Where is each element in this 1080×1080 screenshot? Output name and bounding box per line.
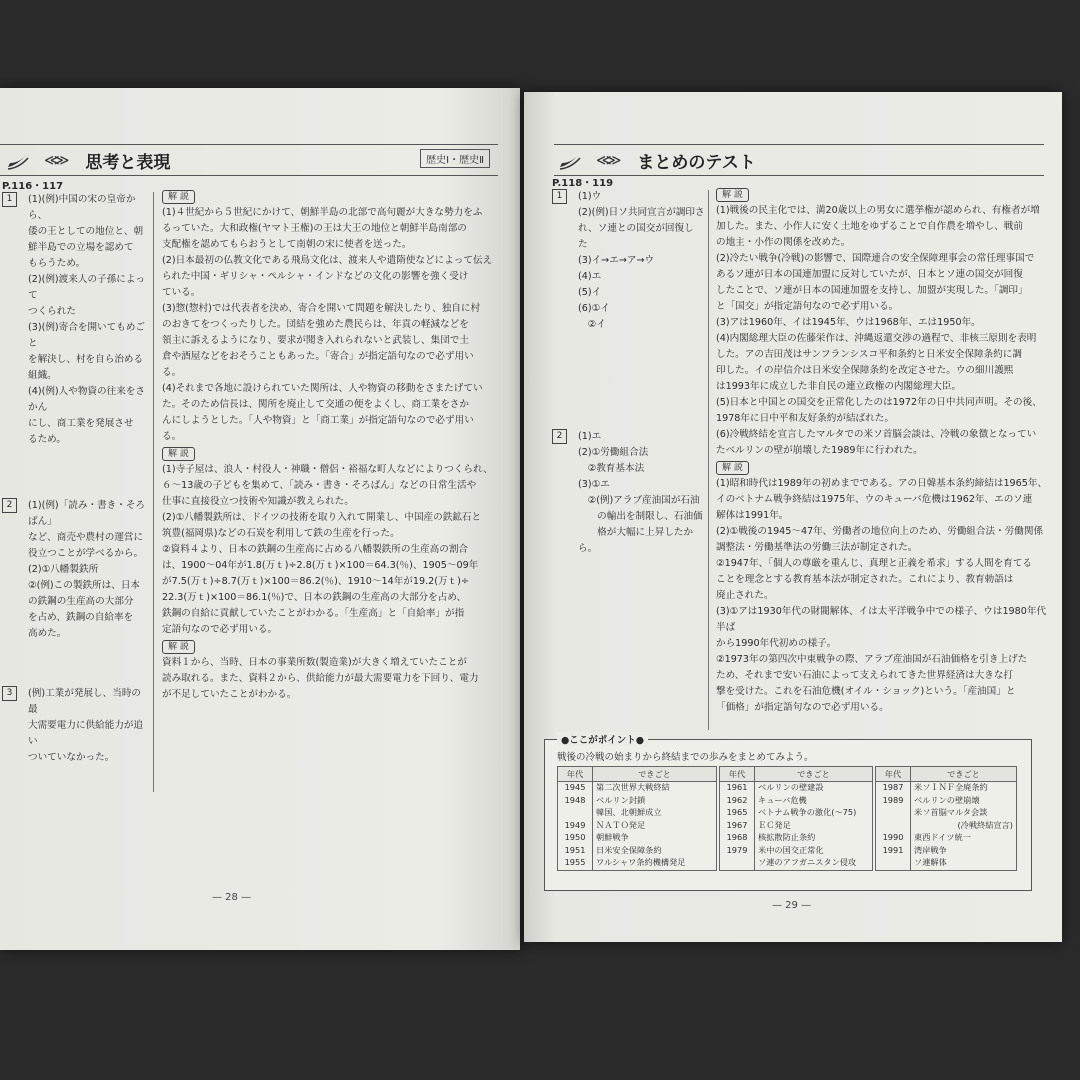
year-cell: 1991 (876, 845, 911, 858)
event-cell: 東西ドイツ統一 (911, 832, 1017, 845)
answer-item (2, 686, 150, 766)
year-cell: 1987 (876, 782, 911, 795)
answer-group-1 (552, 189, 706, 333)
double-chevron-icon: ≪≫ (44, 151, 64, 169)
answer-item (2, 498, 150, 642)
event-cell: ＮＡＴＯ発足 (593, 820, 717, 833)
answer-item (2, 192, 150, 272)
left-answer-column (2, 192, 150, 766)
answer-text: (1)(例)中国の宋の皇帝から、 倭の王としての地位と、朝 鮮半島での立場を認めて もらうため。 (28, 194, 144, 269)
kaisetsu-label: 解 説 (162, 640, 195, 654)
year-cell: 1955 (558, 857, 593, 870)
year-cell: 1949 (558, 820, 593, 833)
column-divider (153, 192, 154, 792)
table-row (876, 832, 1017, 845)
event-cell: 米ソＩＮＦ全廃条約 (911, 782, 1017, 795)
event-cell: 日米安全保障条約 (593, 845, 717, 858)
table-row (720, 795, 873, 808)
answer-text: (1)(例)「読み・書き・そろばん」 など、商売や農村の運営に 役立つことが学べるから。 (2)①八幡製鉄所 ②(例)この製鉄所は、日本 の鉄鋼の生産高の大部分 を占め、鉄鋼の自給率を 高めた。 (28, 500, 146, 639)
answer-group-1 (2, 192, 150, 448)
swoosh-logo-icon (6, 149, 30, 171)
explanation-1: (1)４世紀から５世紀にかけて、朝鮮半島の北部で高句麗が大きな勢力をふ るっていた。大和政権(ヤマト王権)の王は大王の地位と朝鮮半島南部の 支配権を認めてもらおうとして南朝の宋に使者を送った。 (2)日本最初の仏教文化である飛鳥文化は、渡来人や遣隋使などによって伝え られた中国・ギリシャ・ペルシャ・インドなどの文化の影響を強く受け ている。 (3)惣(惣村)では代表者を決め、寄合を開いて問題を解決したり、独自に村 のおきてをつくったりした。団結を強めた農民らは、年貢の軽減などを 領主に訴えるようになり、要求が聞き入れられないと武装し、集団で土 倉や酒屋などをおそうこともあった。「寄合」が指定語句なので必ず用い る。 (4)それまで各地に設けられていた関所は、人や物資の移動をさまたげてい た。そのため信長は、関所を廃止して交通の便をよくし、商工業をさか んにしようとした。「人や物資」と「商工業」が指定語句なので必ず用い る。 (162, 207, 493, 442)
answer-group-3 (2, 686, 150, 766)
year-cell: 1979 (720, 845, 755, 858)
key-point-intro: 戦後の冷戦の始まりから終結までの歩みをまとめてみよう。 (557, 752, 814, 763)
year-cell: 1967 (720, 820, 755, 833)
question-number: 1 (2, 192, 17, 207)
table-row (558, 845, 717, 858)
event-cell: 米中の国交正常化 (755, 845, 873, 858)
event-cell: 朝鮮戦争 (593, 832, 717, 845)
right-page-number: — 29 — (772, 900, 812, 911)
event-cell: キューバ危機 (755, 795, 873, 808)
table-row (720, 857, 873, 870)
answer-item (552, 429, 706, 557)
answer-text: (2)(例)渡来人の子孫によって つくられた (28, 274, 146, 317)
event-cell: (冷戦終結宣言) (911, 820, 1017, 833)
year-cell (876, 807, 911, 820)
kaisetsu-label: 解 説 (716, 188, 749, 202)
answer-item (2, 272, 150, 320)
left-page (0, 88, 520, 950)
event-cell: ベルリン封鎖 (593, 795, 717, 808)
table-row (876, 782, 1017, 795)
event-cell: ワルシャワ条約機構発足 (593, 857, 717, 870)
event-cell: ベトナム戦争の激化(～75) (755, 807, 873, 820)
year-cell (876, 857, 911, 870)
key-point-box (544, 735, 1032, 891)
year-cell: 1965 (720, 807, 755, 820)
explanation-1: (1)戦後の民主化では、満20歳以上の男女に選挙権が認められ、有権者が増 加した。また、小作人に安く土地をゆずることで自作農を増やし、戦前 の地主・小作の関係を改めた。 (2)冷たい戦争(冷戦)の影響で、国際連合の安全保障理事会の常任理事国で あるソ連が日本の国連加盟に反対していたが、日本とソ連の国交が回復 したことで、ソ連が日本の国連加盟を支持し、加盟が実現した。「調印」 と「国交」が指定語句なので必ず用いる。 (3)アは1960年、イは1945年、ウは1968年、エは1950年。 (4)内閣総理大臣の佐藤栄作は、沖縄返還交渉の過程で、非核三原則を表明 した。アの吉田茂はサンフランシスコ平和条約と日米安全保障条約に調 印した。イの岸信介は日米安全保障条約を改定させた。ウの細川護熙 は1993年に成立した非自民の連立政権の内閣総理大臣。 (5)日本と中国との国交を正常化したのは1972年の日中共同声明。その後、 1978年に日中平和友好条約が結ばれた。 (6)冷戦終結を宣言したマルタでの米ソ首脳会談は、冷戦の象徴となってい たベルリンの壁が崩壊した1989年に行われた。 (716, 205, 1042, 456)
table-row (558, 795, 717, 808)
answer-group-2 (552, 429, 706, 557)
right-explanation-column (710, 186, 1048, 716)
answer-text: (例)工業が発展し、当時の最 大需要電力に供給能力が追い ついていなかった。 (28, 688, 144, 763)
table-row (876, 857, 1017, 870)
right-page-title: まとめのテスト (637, 152, 756, 173)
table-row (558, 807, 717, 820)
answer-item (552, 189, 706, 333)
table-row (876, 845, 1017, 858)
explanation-2: (1)寺子屋は、浪人・村役人・神職・僧侶・裕福な町人などによりつくられ、 ６～13歳の子どもを集めて、「読み・書き・そろばん」などの日常生活や 仕事に直接役立つ技術や知識が教えられた。 (2)①八幡製鉄所は、ドイツの技術を取り入れて開業し、中国産の鉄鉱石と 筑豊(福岡県)などの石炭を利用して鉄の生産を行った。 ②資料４より、日本の鉄鋼の生産高に占める八幡製鉄所の生産高の割合 は、1900～04年が1.8(万ｔ)÷2.8(万ｔ)×100＝64.3(％)、1905～09年 が7.5(万ｔ)÷8.7(万ｔ)×100＝86.2(％)、1910～14年が19.2(万ｔ)÷ 22.3(万ｔ)×100＝86.1(％)で、日本の鉄鋼の生産高の大部分を占め、 鉄鋼の自給に貢献していたことがわかる。「生産高」と「自給率」が指 定語句なので必ず用いる。 (162, 464, 493, 635)
event-column-header: できごと (593, 767, 717, 782)
left-explanation-column (156, 188, 496, 703)
timeline-table-2 (719, 766, 873, 871)
event-column-header: できごと (755, 767, 873, 782)
left-header-bar (0, 144, 498, 176)
table-row (558, 857, 717, 870)
year-column-header: 年代 (876, 767, 911, 782)
event-cell: ベルリンの壁崩壊 (911, 795, 1017, 808)
right-header-bar (554, 144, 1044, 176)
year-cell: 1948 (558, 795, 593, 808)
subject-badge: 歴史Ⅰ・歴史Ⅱ (420, 149, 490, 168)
year-cell (876, 820, 911, 833)
right-page (524, 92, 1062, 942)
table-row (720, 807, 873, 820)
right-answer-column (552, 189, 706, 557)
question-number: 3 (2, 686, 17, 701)
question-number: 2 (2, 498, 17, 513)
year-cell: 1950 (558, 832, 593, 845)
year-cell: 1990 (876, 832, 911, 845)
key-point-title: ●ここがポイント● (557, 732, 648, 746)
year-cell: 1989 (876, 795, 911, 808)
event-cell: 韓国、北朝鮮成立 (593, 807, 717, 820)
table-row (720, 820, 873, 833)
swoosh-logo-icon (558, 149, 582, 171)
answer-text: (1)ウ (2)(例)日ソ共同宣言が調印さ れ、ソ連との国交が回復し た (3)イ→エ→ア→ウ (4)エ (5)イ (6)①イ ②イ (578, 191, 705, 330)
year-cell (558, 807, 593, 820)
timeline-table-1 (557, 766, 717, 871)
event-cell: ＥＣ発足 (755, 820, 873, 833)
table-row (720, 845, 873, 858)
event-cell: 米ソ首脳マルタ会談 (911, 807, 1017, 820)
left-page-number: — 28 — (212, 892, 252, 903)
kaisetsu-label: 解 説 (162, 447, 195, 461)
table-row (876, 820, 1017, 833)
year-cell: 1945 (558, 782, 593, 795)
column-divider (708, 190, 709, 730)
explanation-3: 資料１から、当時、日本の事業所数(製造業)が大きく増えていたことが 読み取れる。また、資料２から、供給能力が最大需要電力を下回り、電力 が不足していたことがわかる。 (162, 657, 479, 700)
right-page-range: P.118・119 (552, 178, 614, 189)
year-cell: 1951 (558, 845, 593, 858)
table-row (558, 832, 717, 845)
answer-text: (3)(例)寄合を開いてもめごと を解決し、村を自ら治める 組織。 (28, 322, 146, 381)
table-row (558, 782, 717, 795)
event-cell: 核拡散防止条約 (755, 832, 873, 845)
timeline-table-3 (875, 766, 1017, 871)
table-row (720, 832, 873, 845)
kaisetsu-label: 解 説 (162, 190, 195, 204)
table-row (720, 782, 873, 795)
table-row (876, 807, 1017, 820)
kaisetsu-label: 解 説 (716, 461, 749, 475)
answer-item (2, 384, 150, 448)
event-cell: ソ連のアフガニスタン侵攻 (755, 857, 873, 870)
table-row (876, 795, 1017, 808)
explanation-2: (1)昭和時代は1989年の初めまでである。アの日韓基本条約締結は1965年、 イのベトナム戦争終結は1975年、ウのキューバ危機は1962年、エのソ連 解体は1991年。 (2)①戦後の1945～47年、労働者の地位向上のため、労働組合法・労働関係 調整法・労働基準法の労働三法が制定された。 ②1947年、「個人の尊厳を重んじ、真理と正義を希求」する人間を育てる ことを理念とする教育基本法が制定された。これにより、教育勅語は 廃止された。 (3)①アは1930年代の財閥解体、イは太平洋戦争中での様子、ウは1980年代半ば から1990年代初めの様子。 ②1973年の第四次中東戦争の際、アラブ産油国が石油価格を引き上げた ため、それまで安い石油によって支えられてきた世界経済は大きな打 撃を受けた。これを石油危機(オイル・ショック)という。「産油国」と 「価格」が指定語句なので必ず用いる。 (716, 478, 1048, 713)
event-cell: 第二次世界大戦終結 (593, 782, 717, 795)
event-cell: ベルリンの壁建設 (755, 782, 873, 795)
double-chevron-icon: ≪≫ (596, 151, 616, 169)
year-cell: 1961 (720, 782, 755, 795)
year-cell: 1962 (720, 795, 755, 808)
left-page-range: P.116・117 (2, 181, 64, 192)
event-cell: ソ連解体 (911, 857, 1017, 870)
answer-text: (1)エ (2)①労働組合法 ②教育基本法 (3)①エ ②(例)アラブ産油国が石油 の輸出を制限し、石油価 格が大幅に上昇したから。 (578, 431, 703, 554)
left-page-title: 思考と表現 (85, 152, 171, 173)
event-column-header: できごと (911, 767, 1017, 782)
event-cell: 湾岸戦争 (911, 845, 1017, 858)
question-number: 1 (552, 189, 567, 204)
year-column-header: 年代 (720, 767, 755, 782)
answer-group-2 (2, 498, 150, 642)
question-number: 2 (552, 429, 567, 444)
answer-text: (4)(例)人や物資の往来をさかん にし、商工業を発展させ るため。 (28, 386, 146, 445)
year-cell: 1968 (720, 832, 755, 845)
year-cell (720, 857, 755, 870)
answer-item (2, 320, 150, 384)
year-column-header: 年代 (558, 767, 593, 782)
table-row (558, 820, 717, 833)
